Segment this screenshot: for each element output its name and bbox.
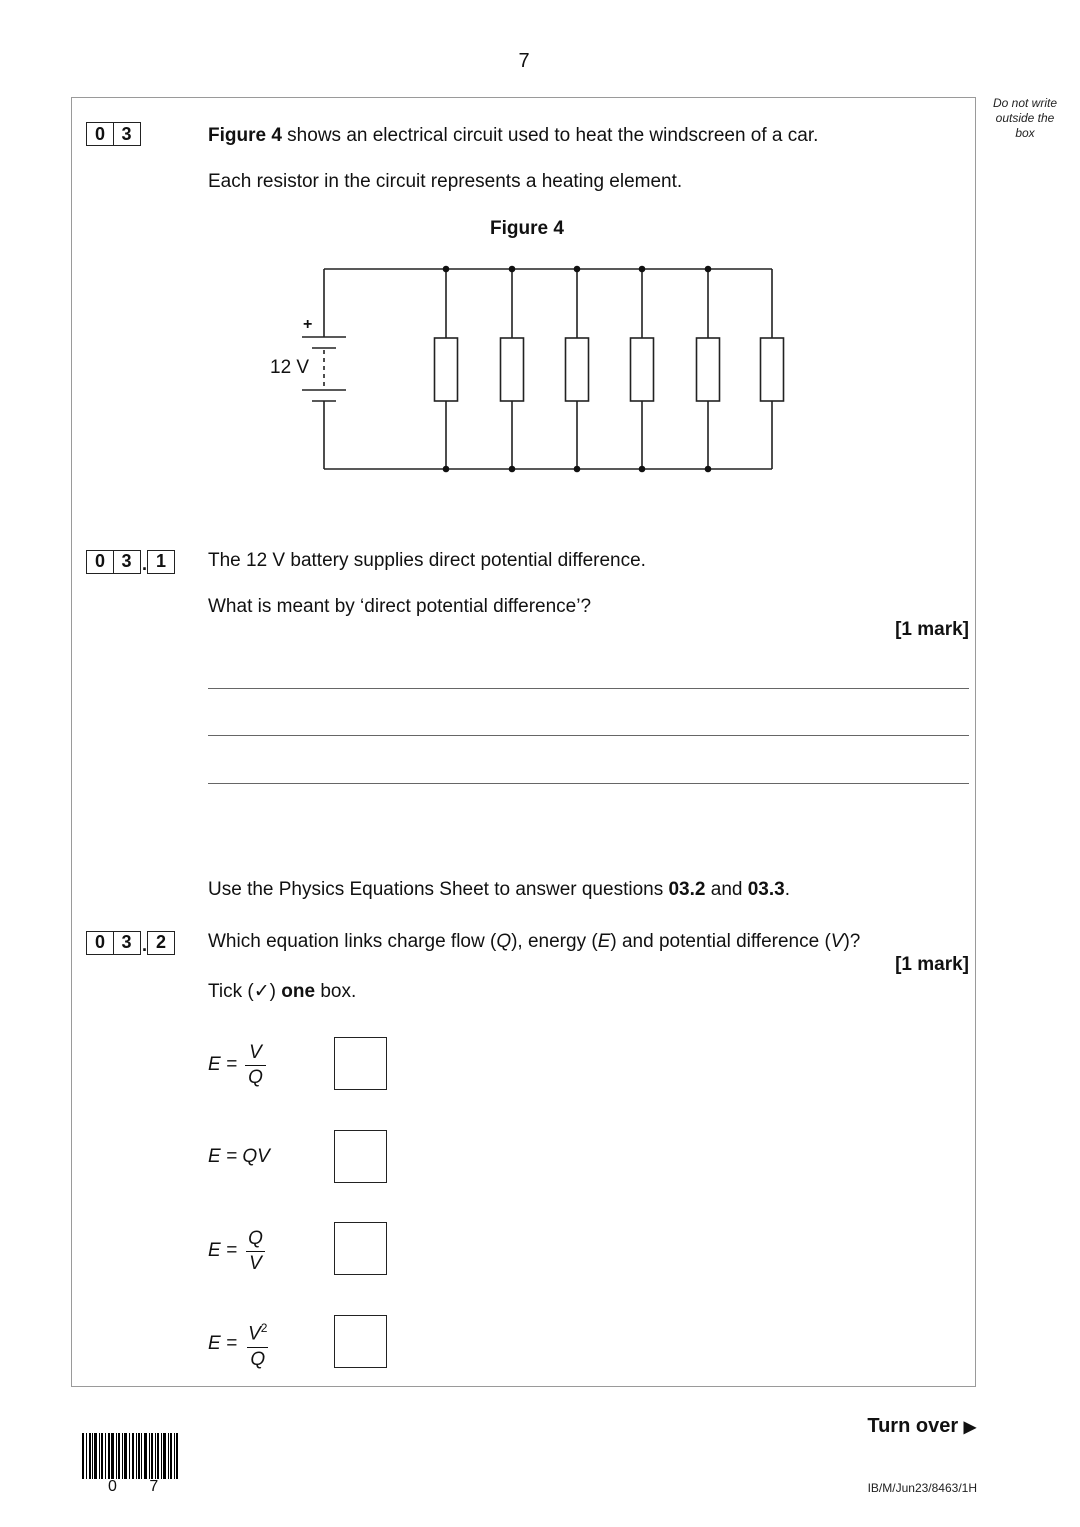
q-symbol: V [830,931,844,952]
answer-line[interactable] [208,735,969,736]
question-digit: 3 [113,931,141,955]
margin-note-line: outside the [995,111,1055,125]
question-intro-text: shows an electrical circuit used to heat the windscreen of a car. [281,125,819,146]
question-sub-digit: 2 [147,931,175,955]
question-dot: . [141,935,147,955]
option-e-equals-q-over-v [208,1226,266,1276]
tick-box-option-4[interactable] [334,1315,387,1368]
battery-voltage-label: 12 V [270,357,310,378]
figure-title: Figure 4 [490,218,564,239]
q-symbol: E [597,931,611,952]
fraction [245,1229,266,1274]
numerator [245,1318,270,1346]
margin-note-line: Do not write [992,96,1058,110]
q-text: Which equation links charge flow ( [208,931,497,952]
option-e-equals-v-squared-over-q [208,1318,270,1370]
circuit-diagram [250,250,790,495]
question-sub-digit: 1 [147,550,175,574]
numerator: V [249,1041,262,1063]
question-digit: 3 [113,550,141,574]
question-digit: 0 [86,550,114,574]
question-digit: 3 [113,122,141,146]
q-symbol: Q [496,931,512,952]
tick-text: box. [315,981,357,1002]
question-ref: 03.3 [747,879,785,900]
q-text: ) and potential difference ( [610,931,831,952]
tick-box-option-2[interactable] [334,1130,387,1183]
battery-positive-label: + [303,316,313,333]
margin-note-line: box [1015,126,1035,140]
tick-emphasis: one [281,981,316,1002]
question-digit: 0 [86,122,114,146]
barcode-icon [82,1433,180,1479]
question-ref: 03.2 [668,879,706,900]
numerator-base: V [248,1323,261,1345]
tick-text: Tick (✓) [208,981,282,1002]
tick-box-option-3[interactable] [334,1222,387,1275]
question-line-2: Each resistor in the circuit represents a heating element. [208,171,683,192]
question-number-box-03-1 [86,548,175,575]
turn-over-text: Turn over [867,1415,959,1437]
circuit-svg [250,250,790,490]
q-text: )? [843,931,861,952]
part1-question: What is meant by ‘direct potential difference’? [208,596,592,617]
tick-box-option-1[interactable] [334,1037,387,1090]
instruction-text: . [784,879,790,900]
turn-over-label [840,1415,976,1438]
equations-sheet-instruction [208,879,790,901]
numerator: Q [248,1227,263,1249]
answer-line[interactable] [208,783,969,784]
answer-line[interactable] [208,688,969,689]
denominator: V [246,1251,265,1274]
q-text: ), energy ( [511,931,598,952]
equation-lhs: E = [208,1333,238,1354]
option-e-equals-qv [208,1145,270,1169]
part2-question [208,931,860,953]
instruction-text: Use the Physics Equations Sheet to answer questions [208,879,669,900]
question-dot: . [141,554,147,574]
barcode [82,1433,180,1484]
question-number-box [86,122,141,146]
barcode-number: 0 7 [108,1478,173,1495]
denominator: Q [245,1065,266,1088]
part1-marks: [1 mark] [895,619,969,640]
tick-instruction [208,981,356,1003]
equation-lhs: E = [208,1240,238,1261]
paper-reference: IB/M/Jun23/8463/1H [867,1481,977,1495]
instruction-text: and [705,879,748,900]
question-number-box-03-2 [86,929,175,956]
denominator: Q [247,1347,268,1370]
equation-lhs: E = [208,1054,238,1075]
question-intro [208,125,818,147]
option-e-equals-v-over-q [208,1040,266,1090]
page-number: 7 [518,50,530,72]
part1-statement: The 12 V battery supplies direct potential difference. [208,550,646,571]
question-digit: 0 [86,931,114,955]
margin-note [984,96,1066,141]
part2-marks: [1 mark] [895,954,969,975]
right-triangle-arrow-icon: ▶ [963,1419,976,1436]
numerator-exponent: 2 [260,1321,268,1336]
equation-lhs: E = QV [208,1146,270,1167]
figure-reference: Figure 4 [208,125,282,146]
fraction [245,1318,270,1369]
fraction [245,1043,266,1088]
